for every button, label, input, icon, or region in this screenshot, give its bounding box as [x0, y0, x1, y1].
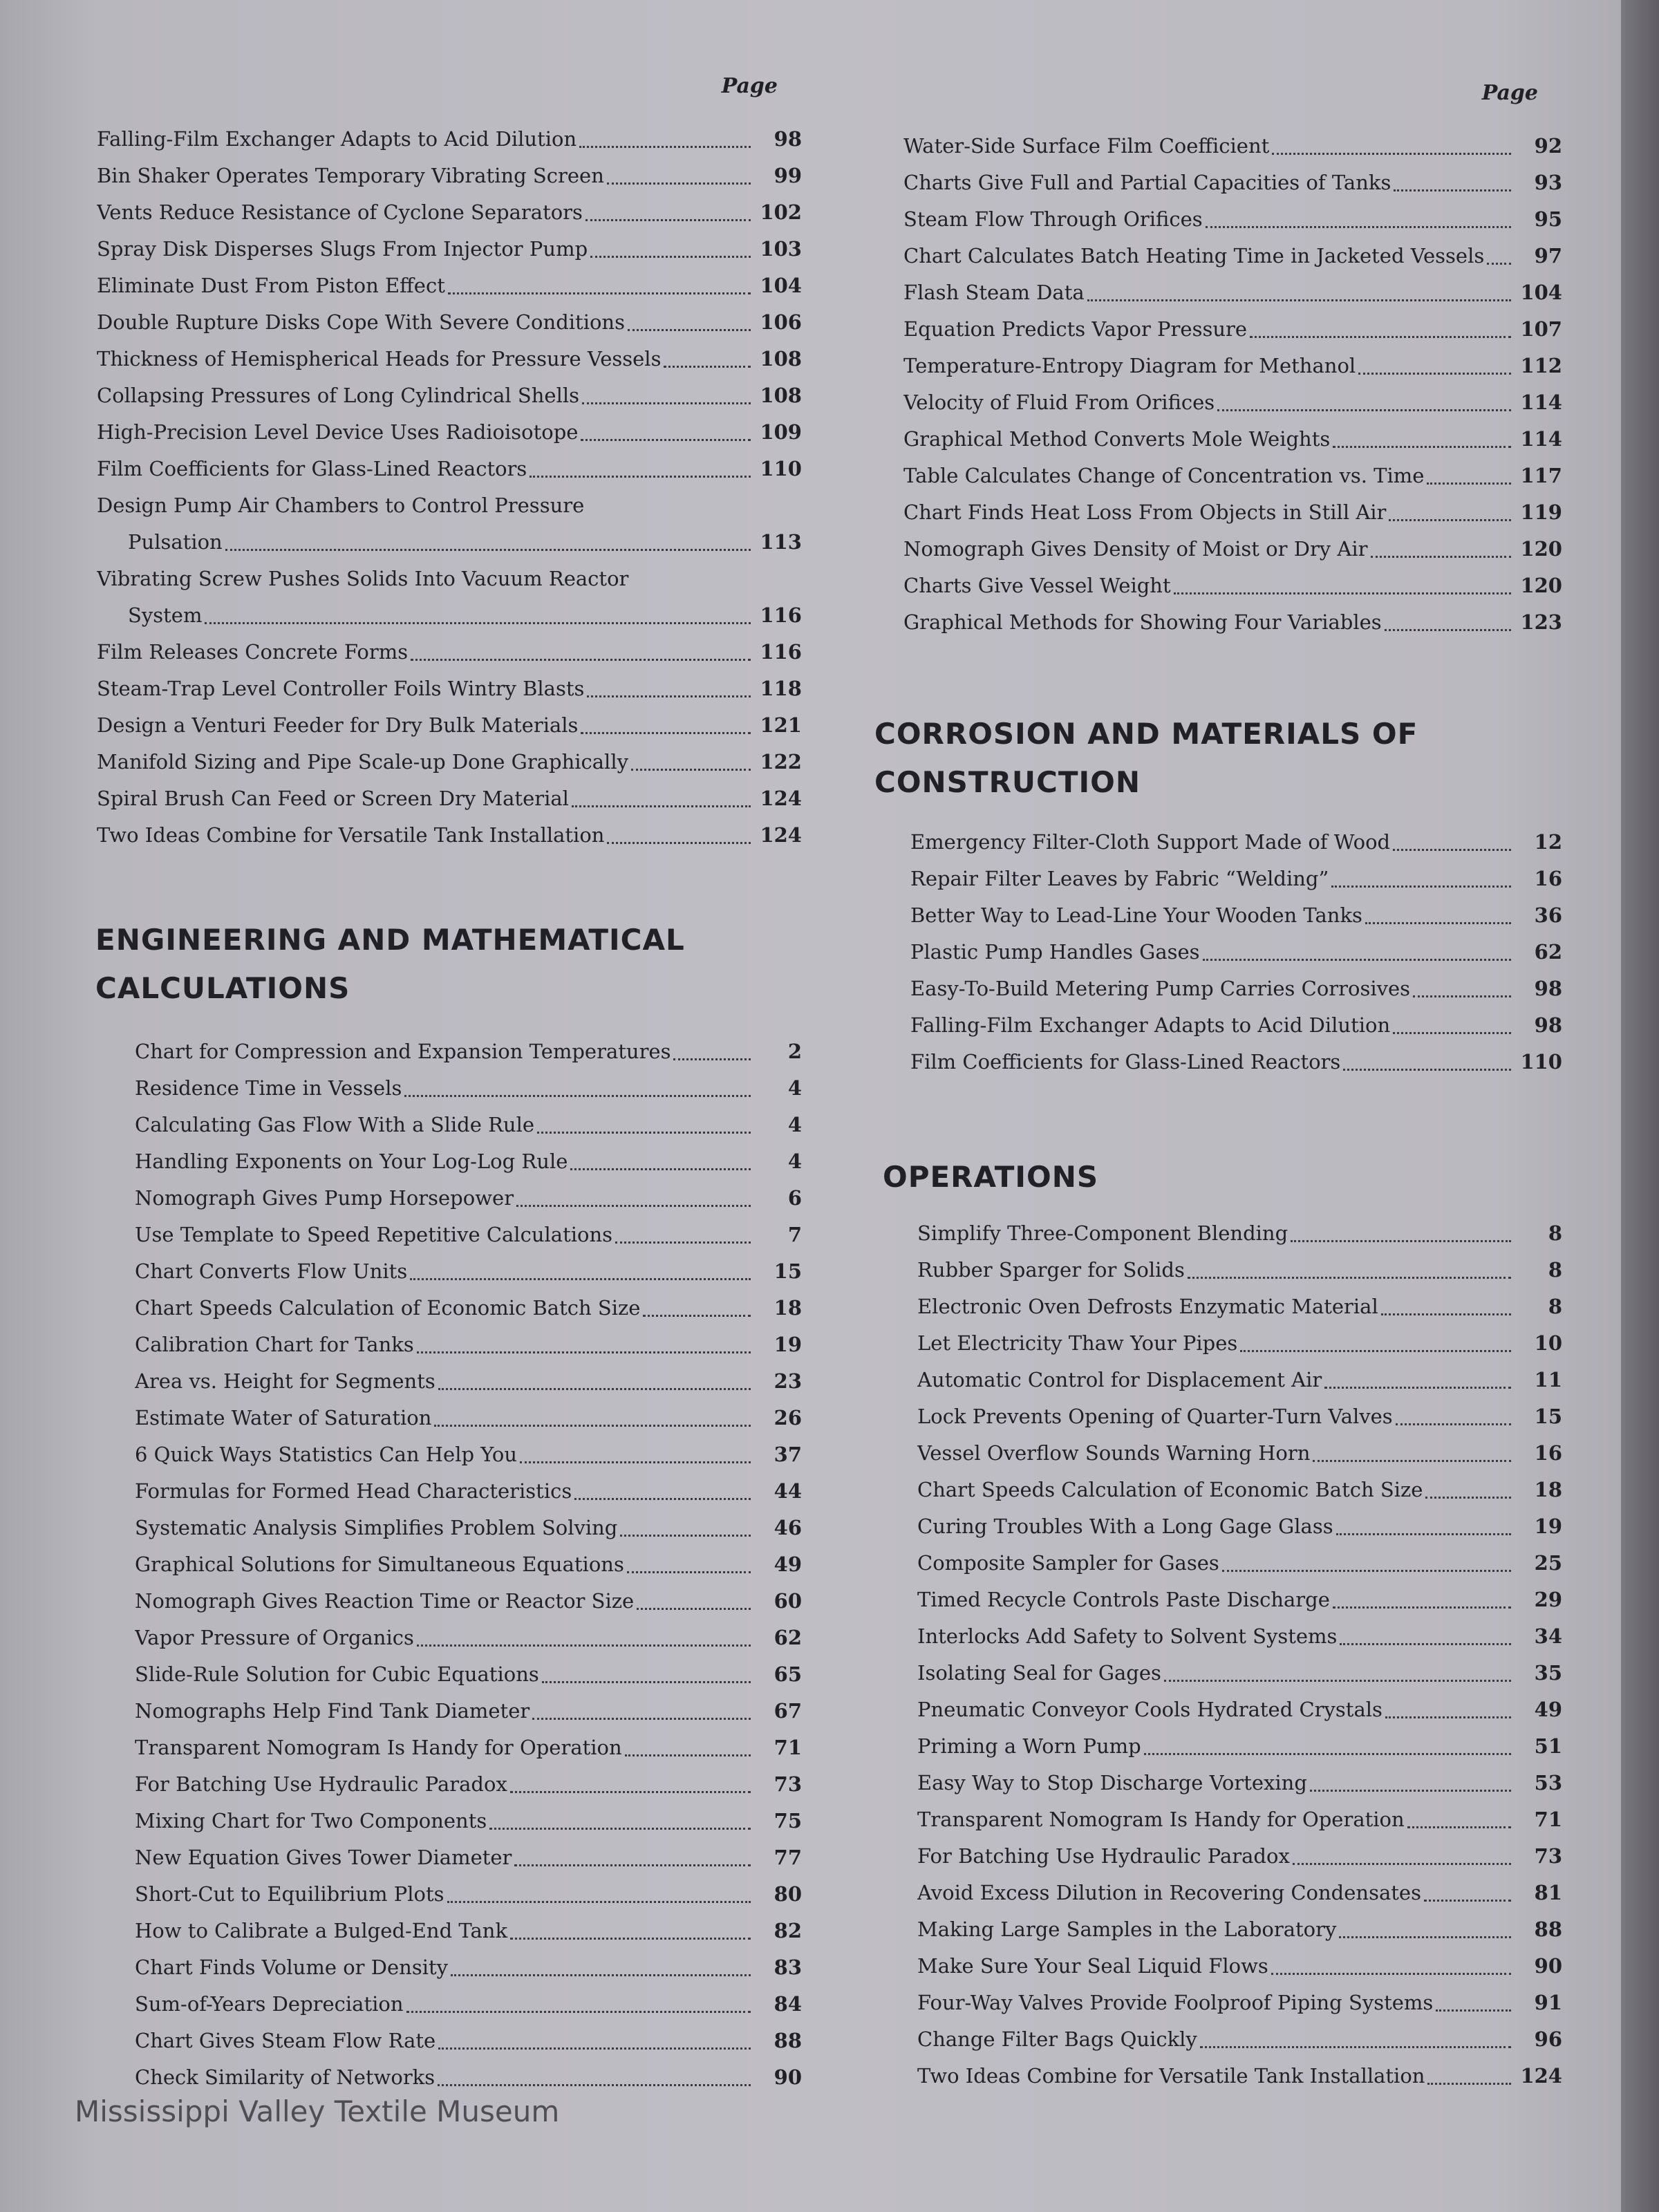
- toc-entry: Use Template to Speed Repetitive Calculations 7: [135, 1223, 802, 1246]
- toc-entry: How to Calibrate a Bulged-End Tank 82: [135, 1919, 802, 1942]
- corrosion-entries: [874, 824, 1562, 1080]
- toc-entry: Emergency Filter-Cloth Support Made of Wood 12: [910, 830, 1562, 854]
- toc-entry: Make Sure Your Seal Liquid Flows 90: [917, 1954, 1562, 1978]
- toc-entry: Equation Predicts Vapor Pressure 107: [903, 317, 1562, 341]
- toc-entry: Graphical Methods for Showing Four Variables 123: [903, 610, 1562, 634]
- toc-entry: Spiral Brush Can Feed or Screen Dry Material 124: [97, 787, 802, 810]
- toc-entry: Change Filter Bags Quickly 96: [917, 2027, 1562, 2051]
- toc-entry: High-Precision Level Device Uses Radioisotope 109: [97, 420, 802, 444]
- toc-entry: Transparent Nomogram Is Handy for Operation 71: [917, 1808, 1562, 1831]
- toc-entry: Curing Troubles With a Long Gage Glass 19: [917, 1515, 1562, 1538]
- toc-entry: Temperature-Entropy Diagram for Methanol 112: [903, 354, 1562, 377]
- toc-entry: Four-Way Valves Provide Foolproof Piping Systems 91: [917, 1991, 1562, 2014]
- toc-entry: Calculating Gas Flow With a Slide Rule 4: [135, 1113, 802, 1136]
- toc-entry: 6 Quick Ways Statistics Can Help You 37: [135, 1443, 802, 1466]
- toc-entry: Residence Time in Vessels 4: [135, 1076, 802, 1100]
- toc-entry: Thickness of Hemispherical Heads for Pressure Vessels 108: [97, 347, 802, 371]
- toc-entry: Making Large Samples in the Laboratory 88: [917, 1918, 1562, 1941]
- engineering-entries: [97, 1033, 802, 2096]
- toc-entry: Repair Filter Leaves by Fabric “Welding” 16: [910, 867, 1562, 890]
- toc-entry: Steam-Trap Level Controller Foils Wintry Blasts 118: [97, 677, 802, 700]
- toc-entry: For Batching Use Hydraulic Paradox 73: [135, 1772, 802, 1796]
- toc-entry: New Equation Gives Tower Diameter 77: [135, 1846, 802, 1869]
- toc-entry: Interlocks Add Safety to Solvent Systems 34: [917, 1624, 1562, 1648]
- toc-entry: Charts Give Vessel Weight 120: [903, 574, 1562, 597]
- toc-entry-line2: System 116: [128, 603, 802, 627]
- toc-entry: Composite Sampler for Gases 25: [917, 1551, 1562, 1575]
- toc-entry: Area vs. Height for Segments 23: [135, 1369, 802, 1393]
- toc-entry: Slide-Rule Solution for Cubic Equations 65: [135, 1662, 802, 1686]
- toc-entry: Vents Reduce Resistance of Cyclone Separators 102: [97, 200, 802, 224]
- toc-entry: Sum-of-Years Depreciation 84: [135, 1992, 802, 2016]
- section-heading-operations: OPERATIONS: [883, 1160, 1099, 1194]
- toc-entry: Chart Calculates Batch Heating Time in Jacketed Vessels 97: [903, 244, 1562, 268]
- toc-entry: Systematic Analysis Simplifies Problem Solving 46: [135, 1516, 802, 1539]
- toc-entry: Charts Give Full and Partial Capacities of Tanks 93: [903, 171, 1562, 194]
- right-column: [874, 79, 1562, 2094]
- toc-entry: Estimate Water of Saturation 26: [135, 1406, 802, 1430]
- toc-entry: Nomograph Gives Reaction Time or Reactor Size 60: [135, 1589, 802, 1613]
- toc-entry: Table Calculates Change of Concentration vs. Time 117: [903, 464, 1562, 487]
- toc-entry: Transparent Nomogram Is Handy for Operation 71: [135, 1736, 802, 1759]
- page-edge-shadow: [1621, 0, 1659, 2212]
- toc-entry: Chart Gives Steam Flow Rate 88: [135, 2029, 802, 2052]
- toc-entry: Velocity of Fluid From Orifices 114: [903, 391, 1562, 414]
- toc-entry: Formulas for Formed Head Characteristics 44: [135, 1479, 802, 1503]
- toc-entry: Film Coefficients for Glass-Lined Reactors 110: [910, 1050, 1562, 1074]
- toc-entry: Chart for Compression and Expansion Temperatures 2: [135, 1040, 802, 1063]
- toc-entry: Chart Converts Flow Units 15: [135, 1259, 802, 1283]
- toc-entry: Chart Speeds Calculation of Economic Batch Size 18: [135, 1296, 802, 1320]
- toc-entry: Flash Steam Data 104: [903, 281, 1562, 304]
- toc-entry: Two Ideas Combine for Versatile Tank Installation 124: [917, 2064, 1562, 2088]
- toc-entry: Plastic Pump Handles Gases 62: [910, 940, 1562, 964]
- page-column-label: Page: [1481, 81, 1538, 105]
- toc-entry: Check Similarity of Networks 90: [135, 2065, 802, 2089]
- toc-entry: Chart Finds Volume or Density 83: [135, 1956, 802, 1979]
- section-heading-corrosion: CORROSION AND MATERIALS OF CONSTRUCTION: [874, 717, 1418, 799]
- toc-entry: Eliminate Dust From Piston Effect 104: [97, 274, 802, 297]
- toc-entry: Mixing Chart for Two Components 75: [135, 1809, 802, 1833]
- toc-entry: Nomograph Gives Pump Horsepower 6: [135, 1186, 802, 1210]
- toc-entry: Water-Side Surface Film Coefficient 92: [903, 134, 1562, 158]
- toc-entry: Graphical Method Converts Mole Weights 114: [903, 427, 1562, 451]
- toc-entry: Chart Finds Heat Loss From Objects in Still Air 119: [903, 500, 1562, 524]
- museum-watermark: Mississippi Valley Textile Museum: [75, 2094, 560, 2128]
- toc-entry: Easy-To-Build Metering Pump Carries Corrosives 98: [910, 977, 1562, 1000]
- toc-entry: Simplify Three-Component Blending 8: [917, 1221, 1562, 1245]
- toc-entry: Calibration Chart for Tanks 19: [135, 1333, 802, 1356]
- toc-entry: Vapor Pressure of Organics 62: [135, 1626, 802, 1649]
- toc-entry: Design a Venturi Feeder for Dry Bulk Materials 121: [97, 713, 802, 737]
- toc-entry-line1: Vibrating Screw Pushes Solids Into Vacuum Reactor: [97, 567, 629, 590]
- toc-entry: Film Coefficients for Glass-Lined Reactors 110: [97, 457, 802, 480]
- toc-entry: Bin Shaker Operates Temporary Vibrating Screen 99: [97, 164, 802, 187]
- toc-entry: Double Rupture Disks Cope With Severe Conditions 106: [97, 310, 802, 334]
- toc-entry: Nomograph Gives Density of Moist or Dry Air 120: [903, 537, 1562, 561]
- toc-entry: Handling Exponents on Your Log-Log Rule 4: [135, 1150, 802, 1173]
- toc-entry: Film Releases Concrete Forms 116: [97, 640, 802, 664]
- page-column-label: Page: [721, 74, 778, 98]
- toc-entry: Nomographs Help Find Tank Diameter 67: [135, 1699, 802, 1723]
- toc-entry: Electronic Oven Defrosts Enzymatic Material 8: [917, 1295, 1562, 1318]
- toc-entry-line2: Pulsation 113: [128, 530, 802, 554]
- toc-entry: Falling-Film Exchanger Adapts to Acid Dilution 98: [910, 1013, 1562, 1037]
- toc-entry: Graphical Solutions for Simultaneous Equations 49: [135, 1553, 802, 1576]
- toc-entry: Manifold Sizing and Pipe Scale-up Done Graphically 122: [97, 750, 802, 774]
- entries-top-right: [874, 128, 1562, 641]
- toc-entry: Chart Speeds Calculation of Economic Batch Size 18: [917, 1478, 1562, 1501]
- toc-entry: Timed Recycle Controls Paste Discharge 29: [917, 1588, 1562, 1611]
- toc-entry: Short-Cut to Equilibrium Plots 80: [135, 1882, 802, 1906]
- toc-entry: Easy Way to Stop Discharge Vortexing 53: [917, 1771, 1562, 1794]
- toc-entry: Isolating Seal for Gages 35: [917, 1661, 1562, 1685]
- entries-top-left: [97, 121, 802, 854]
- left-column: [97, 73, 802, 2096]
- toc-entry: Let Electricity Thaw Your Pipes 10: [917, 1331, 1562, 1355]
- toc-entry: Avoid Excess Dilution in Recovering Condensates 81: [917, 1881, 1562, 1904]
- toc-entry: Steam Flow Through Orifices 95: [903, 207, 1562, 231]
- toc-entry: Lock Prevents Opening of Quarter-Turn Valves 15: [917, 1405, 1562, 1428]
- toc-entry: Falling-Film Exchanger Adapts to Acid Dilution 98: [97, 127, 802, 151]
- toc-entry: Two Ideas Combine for Versatile Tank Installation 124: [97, 823, 802, 847]
- toc-entry: For Batching Use Hydraulic Paradox 73: [917, 1844, 1562, 1868]
- toc-entry-line1: Design Pump Air Chambers to Control Pressure: [97, 494, 585, 517]
- toc-entry: Rubber Sparger for Solids 8: [917, 1258, 1562, 1282]
- toc-entry: Vessel Overflow Sounds Warning Horn 16: [917, 1441, 1562, 1465]
- toc-entry: Better Way to Lead-Line Your Wooden Tanks 36: [910, 903, 1562, 927]
- toc-entry: Collapsing Pressures of Long Cylindrical Shells 108: [97, 384, 802, 407]
- toc-entry: Automatic Control for Displacement Air 11: [917, 1368, 1562, 1391]
- toc-entry: Pneumatic Conveyor Cools Hydrated Crystals 49: [917, 1698, 1562, 1721]
- toc-entry: Priming a Worn Pump 51: [917, 1734, 1562, 1758]
- section-heading-engineering: ENGINEERING AND MATHEMATICAL CALCULATIONS: [95, 923, 685, 1005]
- toc-entry: Spray Disk Disperses Slugs From Injector Pump 103: [97, 237, 802, 261]
- operations-entries: [874, 1215, 1562, 2094]
